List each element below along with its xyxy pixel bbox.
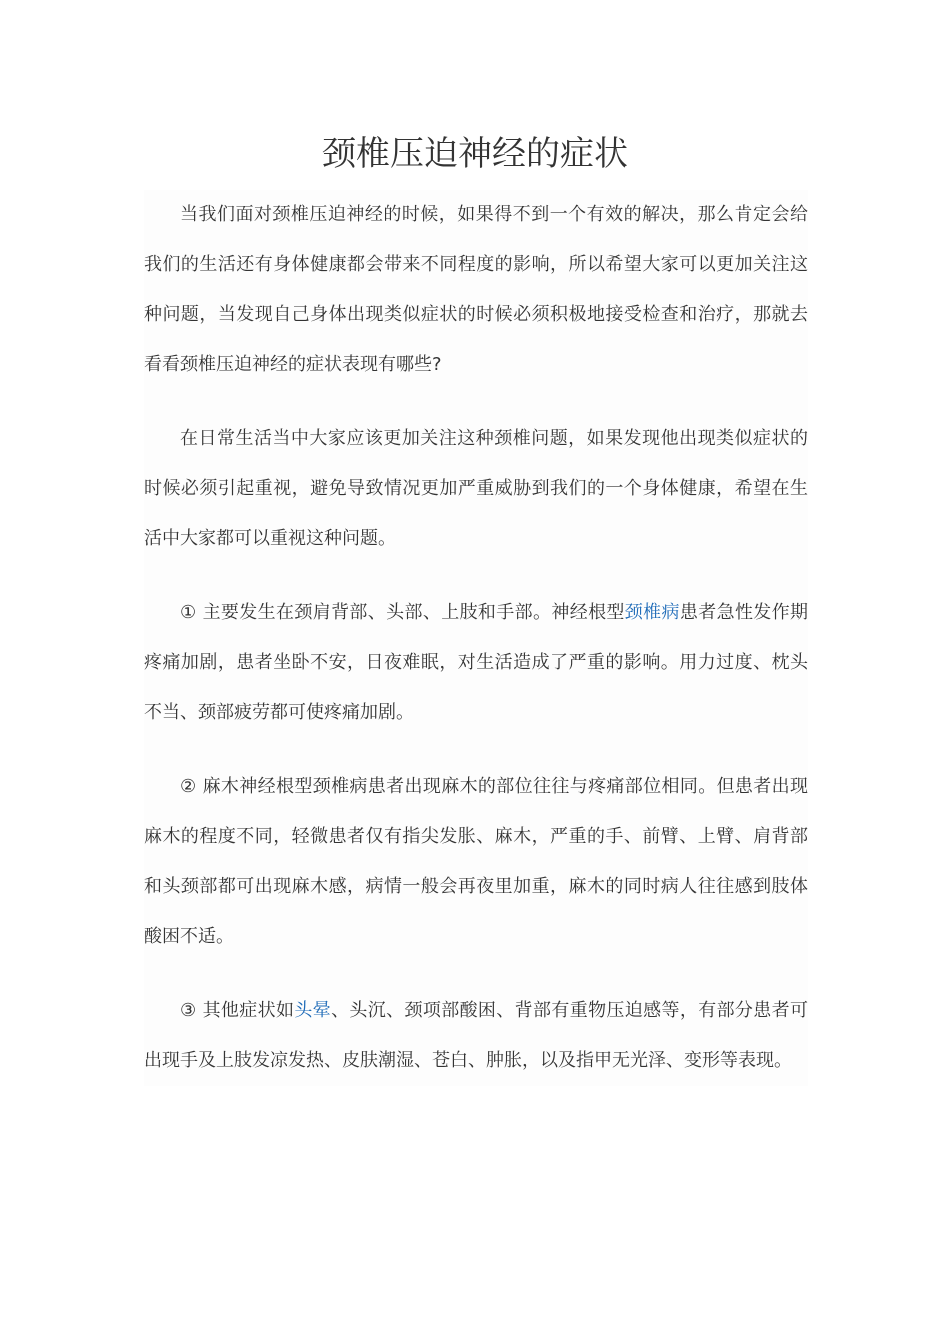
page-title: 颈椎压迫神经的症状 [322, 134, 628, 174]
paragraph-symptom-1 [144, 588, 808, 738]
paragraph-gap [144, 390, 808, 414]
paragraph-gap [144, 738, 808, 762]
symptom-3-text-after: 、头沉、颈项部酸困、背部有重物压迫感等，有部分患者可出现手及上肢发凉发热、皮肤潮湿、苍白、肿胀，以及指甲无光泽、变形等表现。 [144, 1000, 809, 1071]
symptom-3-text-before: ③ 其他症状如 [180, 1000, 295, 1021]
paragraph-gap [144, 962, 808, 986]
paragraph-symptom-3 [144, 986, 808, 1086]
paragraph-gap [144, 564, 808, 588]
symptom-1-text-after: 患者急性发作期疼痛加剧，患者坐卧不安，日夜难眠，对生活造成了严重的影响。用力过度、枕头不当、颈部疲劳都可使疼痛加剧。 [144, 602, 809, 723]
article-body [144, 190, 808, 1086]
paragraph-daily-life: 在日常生活当中大家应该更加关注这种颈椎问题，如果发现他出现类似症状的时候必须引起重视，避免导致情况更加严重威胁到我们的一个身体健康，希望在生活中大家都可以重视这种问题。 [144, 428, 808, 549]
paragraph-symptom-2: ② 麻木神经根型颈椎病患者出现麻木的部位往往与疼痛部位相同。但患者出现麻木的程度不同，轻微患者仅有指尖发胀、麻木，严重的手、前臂、上臂、肩背部和头颈部都可出现麻木感，病情一般会再夜里加重，麻木的同时病人往往感到肢体酸困不适。 [144, 776, 808, 947]
dizziness-link[interactable]: 头晕 [294, 1000, 332, 1021]
symptom-1-text-before: ① 主要发生在颈肩背部、头部、上肢和手部。神经根型 [180, 602, 625, 623]
cervical-spondylosis-link[interactable]: 颈椎病 [624, 602, 680, 623]
paragraph-intro: 当我们面对颈椎压迫神经的时候，如果得不到一个有效的解决，那么肯定会给我们的生活还有身体健康都会带来不同程度的影响，所以希望大家可以更加关注这种问题，当发现自己身体出现类似症状的时候必须积极地接受检查和治疗，那就去看看颈椎压迫神经的症状表现有哪些? [144, 204, 808, 375]
